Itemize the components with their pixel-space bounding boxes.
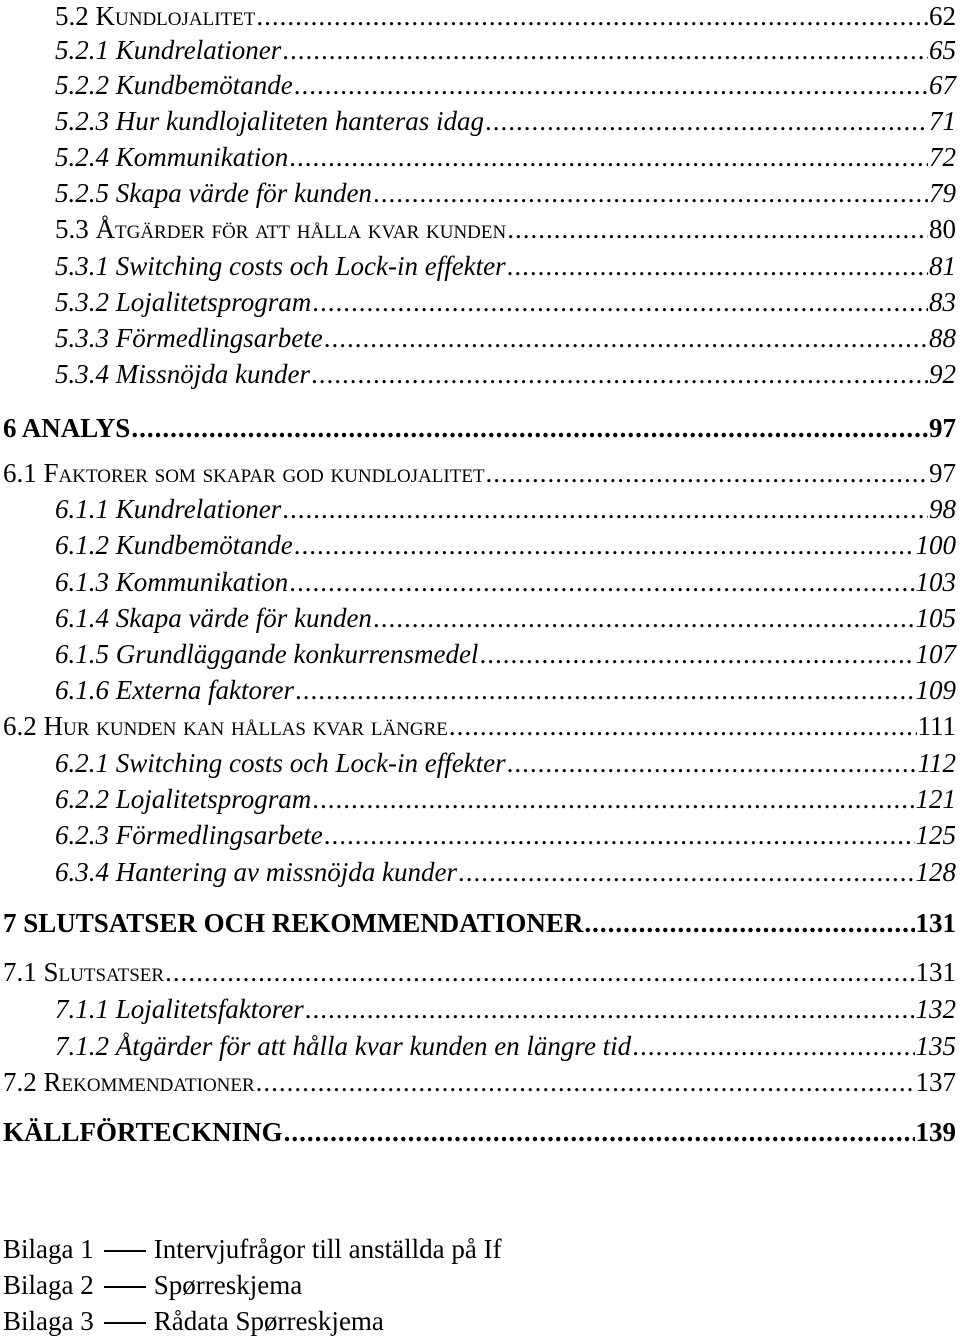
dot-leader xyxy=(289,141,928,173)
toc-entry-title xyxy=(55,213,506,245)
toc-entry-label: ANALYS xyxy=(21,413,131,443)
dot-leader xyxy=(507,250,928,282)
toc-entry-number: 6.1.5 xyxy=(55,639,109,669)
toc-page-number: 97 xyxy=(929,458,956,488)
toc-entry-label: Externa faktorer xyxy=(115,675,294,705)
toc-entry[interactable] xyxy=(0,747,960,779)
toc-entry-label: Hantering av missnöjda kunder xyxy=(115,857,457,887)
toc-entry-title xyxy=(55,602,372,634)
toc-entry-title xyxy=(55,286,311,318)
toc-entry-title xyxy=(3,956,164,988)
dot-leader xyxy=(294,529,915,561)
toc-entry-number: 6.3.4 xyxy=(55,857,109,887)
toc-entry-title xyxy=(55,566,288,598)
toc-entry-title xyxy=(55,638,478,670)
toc-entry-number: 6.1.3 xyxy=(55,567,109,597)
dot-leader xyxy=(312,783,914,815)
appendix-label: Bilaga 3 xyxy=(3,1306,94,1336)
toc-entry-title xyxy=(55,141,288,173)
dot-leader xyxy=(311,358,928,390)
toc-entry[interactable] xyxy=(0,956,960,988)
toc-page-number: 71 xyxy=(929,106,956,136)
toc-entry[interactable] xyxy=(0,286,960,318)
dot-leader xyxy=(256,0,928,32)
toc-page-number: 139 xyxy=(915,1117,956,1147)
toc-entry-title xyxy=(55,69,293,101)
toc-entry-title xyxy=(55,250,506,282)
toc-entry-title xyxy=(3,1116,283,1148)
toc-entry-title xyxy=(55,105,484,137)
toc-entry-title xyxy=(55,493,281,525)
toc-entry[interactable] xyxy=(0,856,960,888)
toc-page-number: 112 xyxy=(917,748,956,778)
toc-entry-label: Kundrelationer xyxy=(115,494,282,524)
appendix-title: Intervjufrågor till anställda på If xyxy=(153,1234,502,1264)
toc-entry-number: 7 xyxy=(3,908,17,938)
toc-entry-label: Lojalitetsprogram xyxy=(115,784,312,814)
toc-entry-label: Kommunikation xyxy=(115,567,289,597)
toc-entry[interactable] xyxy=(0,493,960,525)
appendix-entry[interactable] xyxy=(3,1232,502,1266)
appendix-entry[interactable] xyxy=(3,1268,302,1302)
toc-entry[interactable] xyxy=(0,638,960,670)
toc-entry[interactable] xyxy=(0,674,960,706)
toc-entry-number: 6.2.3 xyxy=(55,820,109,850)
toc-entry-label: Kundlojalitet xyxy=(95,1,256,31)
toc-entry-title xyxy=(55,529,293,561)
toc-entry[interactable] xyxy=(0,819,960,851)
toc-entry-number: 7.1 xyxy=(3,957,37,987)
toc-entry-label: SLUTSATSER OCH REKOMMENDATIONER xyxy=(23,908,584,938)
toc-entry-title xyxy=(3,710,448,742)
toc-entry-number: 6.2.2 xyxy=(55,784,109,814)
dot-leader xyxy=(584,907,914,939)
toc-entry-number: 5.2.1 xyxy=(55,35,109,65)
appendix-title: Spørreskjema xyxy=(153,1270,303,1300)
toc-page-number: 62 xyxy=(929,1,956,31)
toc-entry-label: Missnöjda kunder xyxy=(115,359,310,389)
toc-entry[interactable] xyxy=(0,907,960,939)
toc-entry-title xyxy=(3,1066,255,1098)
toc-entry-title xyxy=(55,322,323,354)
toc-entry[interactable] xyxy=(0,213,960,245)
toc-entry[interactable] xyxy=(0,141,960,173)
dot-leader xyxy=(165,956,914,988)
toc-entry[interactable] xyxy=(0,710,960,742)
toc-entry-label: Rekommendationer xyxy=(43,1067,255,1097)
dot-leader xyxy=(458,856,915,888)
toc-entry-number: 5.3.3 xyxy=(55,323,109,353)
toc-entry[interactable] xyxy=(0,457,960,489)
toc-entry[interactable] xyxy=(0,358,960,390)
dot-leader xyxy=(486,457,928,489)
toc-page-number: 121 xyxy=(915,784,956,814)
toc-page-number: 137 xyxy=(915,1067,956,1097)
dot-leader xyxy=(632,1030,914,1062)
toc-entry[interactable] xyxy=(0,993,960,1025)
toc-entry-number: 5.2.5 xyxy=(55,178,109,208)
toc-entry-number: 6.1.2 xyxy=(55,530,109,560)
toc-entry-title xyxy=(55,783,311,815)
appendix-label: Bilaga 1 xyxy=(3,1234,94,1264)
dot-leader xyxy=(507,747,917,779)
toc-entry-number: 7.1.1 xyxy=(55,994,109,1024)
toc-page-number: 80 xyxy=(929,214,956,244)
dot-leader xyxy=(312,286,928,318)
dot-leader xyxy=(485,105,928,137)
toc-page-number: 135 xyxy=(915,1031,956,1061)
toc-page-number: 131 xyxy=(915,908,956,938)
toc-entry-label: Switching costs och Lock-in effekter xyxy=(115,251,506,281)
toc-page-number: 67 xyxy=(929,70,956,100)
toc-entry[interactable] xyxy=(0,1066,960,1098)
toc-page-number: 131 xyxy=(915,957,956,987)
toc-entry-title xyxy=(55,819,323,851)
toc-entry-title xyxy=(3,457,485,489)
dot-leader xyxy=(324,322,928,354)
toc-entry-number: 6 xyxy=(3,413,17,443)
toc-entry-number: 7.2 xyxy=(3,1067,37,1097)
toc-entry-label: Förmedlingsarbete xyxy=(115,820,323,850)
toc-entry-label: Switching costs och Lock-in effekter xyxy=(115,748,506,778)
toc-page-number: 105 xyxy=(915,603,956,633)
toc-page-number: 103 xyxy=(915,567,956,597)
dot-leader xyxy=(282,493,928,525)
toc-entry[interactable] xyxy=(0,34,960,66)
toc-page-number: 109 xyxy=(915,675,956,705)
toc-entry-title xyxy=(3,412,130,444)
toc-entry-title xyxy=(55,856,457,888)
appendix-entry[interactable] xyxy=(3,1304,384,1338)
dot-leader xyxy=(373,602,915,634)
toc-entry[interactable] xyxy=(0,250,960,282)
toc-entry-label: KÄLLFÖRTECKNING xyxy=(3,1117,283,1147)
toc-page-number: 81 xyxy=(929,251,956,281)
toc-page-number: 100 xyxy=(915,530,956,560)
toc-entry-number: 5.3.2 xyxy=(55,287,109,317)
toc-entry-number: 6.1.6 xyxy=(55,675,109,705)
toc-entry-title xyxy=(3,907,583,939)
toc-entry-number: 5.3.4 xyxy=(55,359,109,389)
toc-page-number: 97 xyxy=(929,413,956,443)
dot-leader xyxy=(256,1066,915,1098)
toc-entry-number: 6.1.1 xyxy=(55,494,109,524)
toc-entry-number: 5.2.3 xyxy=(55,106,109,136)
toc-entry[interactable] xyxy=(0,0,960,32)
toc-entry-number: 5.3.1 xyxy=(55,251,109,281)
toc-entry[interactable] xyxy=(0,69,960,101)
toc-entry-title xyxy=(55,993,304,1025)
toc-entry-title xyxy=(55,0,255,32)
toc-page-number: 88 xyxy=(929,323,956,353)
toc-entry-label: Hur kunden kan hållas kvar längre xyxy=(43,711,448,741)
dash-separator xyxy=(104,1322,146,1324)
appendix-label: Bilaga 2 xyxy=(3,1270,94,1300)
toc-entry-label: Åtgärder för att hålla kvar kunden xyxy=(95,214,507,244)
toc-entry-label: Lojalitetsprogram xyxy=(115,287,312,317)
toc-entry-title xyxy=(55,747,506,779)
toc-page-number: 72 xyxy=(929,142,956,172)
toc-page-number: 128 xyxy=(915,857,956,887)
toc-page-number: 132 xyxy=(915,994,956,1024)
toc-entry-number: 6.1 xyxy=(3,458,37,488)
toc-page-number: 79 xyxy=(929,178,956,208)
toc-entry-number: 6.2 xyxy=(3,711,37,741)
toc-page-number: 92 xyxy=(929,359,956,389)
toc-entry-label: Slutsatser xyxy=(43,957,165,987)
toc-entry[interactable] xyxy=(0,529,960,561)
toc-page-number: 98 xyxy=(929,494,956,524)
toc-entry-label: Kundbemötande xyxy=(115,70,293,100)
toc-entry-label: Kommunikation xyxy=(115,142,289,172)
toc-entry-label: Grundläggande konkurrensmedel xyxy=(115,639,479,669)
toc-entry-label: Förmedlingsarbete xyxy=(115,323,323,353)
toc-entry-number: 6.1.4 xyxy=(55,603,109,633)
toc-entry-number: 5.2.2 xyxy=(55,70,109,100)
toc-entry[interactable] xyxy=(0,602,960,634)
dot-leader xyxy=(479,638,914,670)
dot-leader xyxy=(295,674,915,706)
appendix-title: Rådata Spørreskjema xyxy=(153,1306,384,1336)
toc-entry[interactable] xyxy=(0,1116,960,1148)
toc-entry-label: Hur kundlojaliteten hanteras idag xyxy=(115,106,484,136)
toc-entry-label: Kundrelationer xyxy=(115,35,282,65)
toc-entry[interactable] xyxy=(0,783,960,815)
dash-separator xyxy=(104,1250,146,1252)
toc-page-number: 125 xyxy=(915,820,956,850)
dot-leader xyxy=(373,177,928,209)
toc-entry-number: 5.3 xyxy=(55,214,89,244)
toc-entry[interactable] xyxy=(0,1030,960,1062)
toc-entry-title xyxy=(55,674,294,706)
dot-leader xyxy=(294,69,928,101)
dot-leader xyxy=(289,566,914,598)
toc-entry-title xyxy=(55,358,310,390)
toc-entry-number: 5.2 xyxy=(55,1,89,31)
toc-entry-label: Lojalitetsfaktorer xyxy=(115,994,304,1024)
dot-leader xyxy=(131,412,928,444)
toc-entry-title xyxy=(55,1030,631,1062)
toc-entry-label: Kundbemötande xyxy=(115,530,293,560)
dot-leader xyxy=(324,819,915,851)
dot-leader xyxy=(282,34,928,66)
toc-entry-label: Faktorer som skapar god kundlojalitet xyxy=(43,458,485,488)
toc-entry[interactable] xyxy=(0,322,960,354)
toc-page-number: 65 xyxy=(929,35,956,65)
toc-page-number: 83 xyxy=(929,287,956,317)
toc-page-number: 111 xyxy=(917,711,956,741)
dot-leader xyxy=(449,710,917,742)
toc-entry[interactable] xyxy=(0,105,960,137)
dot-leader xyxy=(305,993,915,1025)
toc-entry-label: Åtgärder för att hålla kvar kunden en längre tid xyxy=(115,1031,632,1061)
toc-entry[interactable] xyxy=(0,412,960,444)
toc-entry-number: 6.2.1 xyxy=(55,748,109,778)
toc-entry-number: 7.1.2 xyxy=(55,1031,109,1061)
dot-leader xyxy=(507,213,928,245)
toc-entry-number: 5.2.4 xyxy=(55,142,109,172)
dot-leader xyxy=(284,1116,915,1148)
toc-entry-label: Skapa värde för kunden xyxy=(115,603,372,633)
toc-entry-title xyxy=(55,177,372,209)
dash-separator xyxy=(104,1286,146,1288)
toc-page-number: 107 xyxy=(915,639,956,669)
toc-entry-title xyxy=(55,34,281,66)
toc-entry-label: Skapa värde för kunden xyxy=(115,178,372,208)
toc-entry[interactable] xyxy=(0,177,960,209)
toc-entry[interactable] xyxy=(0,566,960,598)
